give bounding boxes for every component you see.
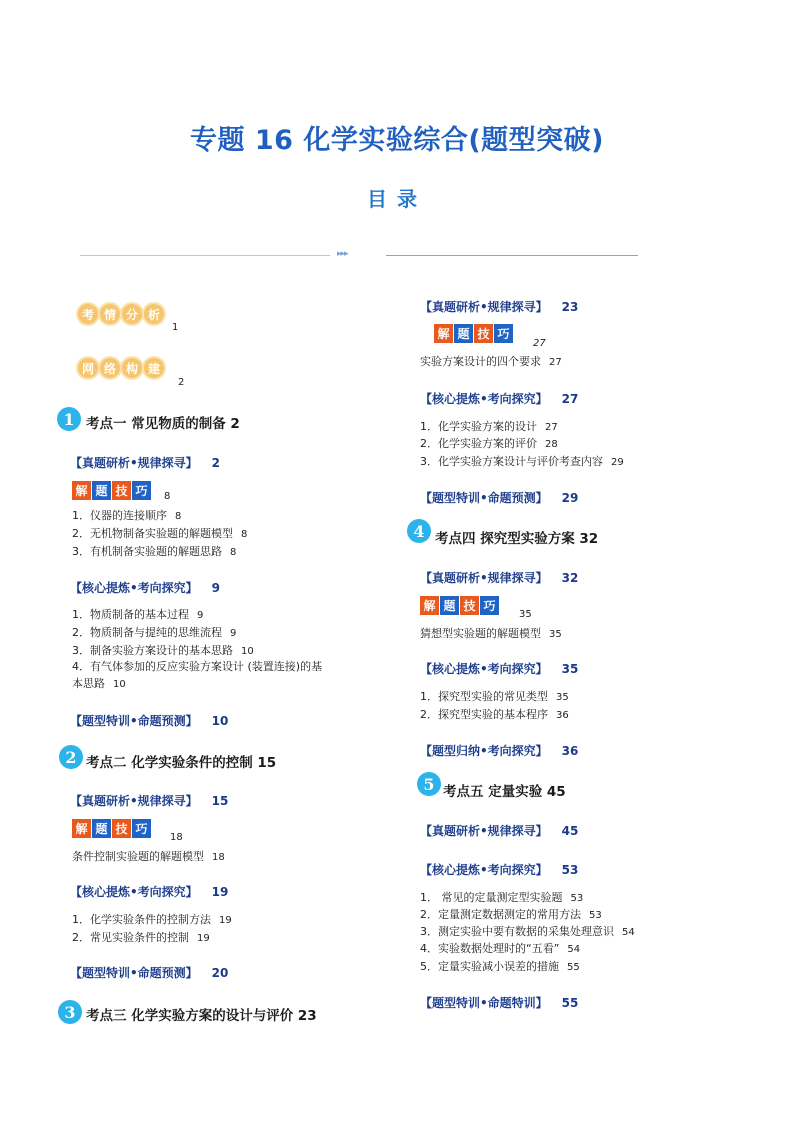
toc-item-link[interactable]: [72, 543, 236, 559]
section-label: 【题型特训•命题预测】: [420, 491, 548, 505]
jieti-page: 18: [170, 832, 183, 843]
divider-arrow-icon: ▸▸▸: [337, 249, 348, 259]
kaodian-page: 23: [297, 1008, 317, 1024]
item-text: 1．仪器的连接顺序: [72, 509, 167, 522]
toc-item-link[interactable]: [420, 353, 562, 369]
kaodian-number-icon: 5: [417, 772, 441, 796]
badge-char: 技: [112, 819, 131, 838]
kaodian-2-link[interactable]: [86, 751, 276, 771]
toc-heading: 目录: [367, 187, 427, 211]
toc-section-link[interactable]: [70, 579, 220, 596]
item-text: 3．测定实验中要有数据的采集处理意识: [420, 925, 614, 938]
section-label: 【题型特训•命题特训】: [420, 996, 548, 1010]
item-page: 35: [549, 629, 562, 640]
toc-item-link[interactable]: [420, 453, 624, 469]
section-page: 55: [561, 996, 579, 1010]
toc-item-link[interactable]: [420, 706, 569, 722]
item-text: 1．化学实验方案的设计: [420, 420, 537, 433]
toc-item-link[interactable]: [72, 658, 402, 693]
item-page: 29: [611, 457, 624, 468]
section-label: 【真题研析•规律探寻】: [420, 300, 548, 314]
badge-char: 析: [144, 304, 164, 324]
section-page: 10: [211, 714, 229, 728]
item-text: 2．化学实验方案的评价: [420, 437, 537, 450]
item-page: 28: [545, 439, 558, 450]
toc-item-link[interactable]: [420, 688, 569, 704]
item-text: 1．化学实验条件的控制方法: [72, 913, 211, 926]
item-page: 8: [175, 511, 182, 522]
kaodian-number-icon: 2: [59, 745, 83, 769]
toc-item-link[interactable]: [72, 911, 232, 927]
item-page: 19: [197, 933, 210, 944]
item-text: 3．有机制备实验题的解题思路: [72, 545, 222, 558]
item-page: 18: [212, 852, 225, 863]
item-page: 27: [549, 357, 562, 368]
item-page: 9: [230, 628, 237, 639]
toc-section-link[interactable]: [420, 298, 578, 315]
toc-section-link[interactable]: [420, 994, 578, 1011]
kaodian-4-link[interactable]: [435, 527, 598, 547]
item-page: 8: [241, 529, 248, 540]
kaodian-5-link[interactable]: [443, 780, 566, 800]
page-title: 专题 16 化学实验综合(题型突破): [189, 125, 605, 156]
item-page: 54: [622, 927, 635, 938]
badge-char: 题: [92, 481, 111, 500]
kaodian-page: 32: [579, 531, 599, 547]
section-page: 20: [211, 966, 229, 980]
kaodian-label: 考点三 化学实验方案的设计与评价: [86, 1008, 294, 1024]
section-label: 【核心提炼•考向探究】: [70, 885, 198, 899]
kaodian-label: 考点一 常见物质的制备: [86, 416, 226, 432]
badge-char: 技: [474, 324, 493, 343]
jieti-jiqiao-badge[interactable]: [420, 596, 499, 615]
item-page: 10: [113, 679, 126, 690]
toc-item-link[interactable]: [420, 923, 635, 939]
jieti-page: 8: [164, 491, 171, 502]
section-page: 19: [211, 885, 229, 899]
badge-char: 题: [440, 596, 459, 615]
item-page: 53: [589, 910, 602, 921]
item-text-line2: 本思路: [72, 677, 105, 690]
wangluo-goujian-badge[interactable]: [78, 358, 164, 378]
section-page: 32: [561, 571, 579, 585]
badge-char: 技: [460, 596, 479, 615]
toc-section-link[interactable]: [420, 822, 578, 839]
jieti-jiqiao-badge[interactable]: [434, 324, 513, 343]
item-text: 3．化学实验方案设计与评价考查内容: [420, 455, 603, 468]
section-label: 【真题研析•规律探寻】: [420, 824, 548, 838]
toc-section-link[interactable]: [70, 883, 228, 900]
badge-char: 巧: [480, 596, 499, 615]
toc-section-link[interactable]: [420, 390, 578, 407]
item-text: 2．探究型实验的基本程序: [420, 708, 548, 721]
section-label: 【真题研析•规律探寻】: [70, 794, 198, 808]
section-page: 35: [561, 662, 579, 676]
item-text: 5．定量实验减小误差的措施: [420, 960, 559, 973]
item-page: 54: [567, 944, 581, 955]
kaodian-number-icon: 3: [58, 1000, 82, 1024]
item-text: 条件控制实验题的解题模型: [72, 850, 204, 863]
wangluo-page: 2: [178, 377, 185, 388]
toc-item-link[interactable]: [420, 940, 580, 956]
item-page: 53: [570, 893, 584, 904]
item-text: 2．常见实验条件的控制: [72, 931, 189, 944]
toc-item-link[interactable]: [72, 525, 247, 541]
item-text-line1: 4．有气体参加的反应实验方案设计 (装置连接)的基: [72, 660, 323, 673]
toc-section-link[interactable]: [420, 861, 578, 878]
item-page: 55: [567, 962, 580, 973]
item-page: 8: [230, 547, 237, 558]
kaodian-number-icon: 4: [407, 519, 431, 543]
item-page: 35: [556, 692, 569, 703]
toc-section-link[interactable]: [70, 792, 228, 809]
toc-item-link[interactable]: [72, 507, 181, 523]
item-text: 1．物质制备的基本过程: [72, 608, 189, 621]
section-label: 【核心提炼•考向探究】: [420, 662, 548, 676]
badge-char: 络: [100, 358, 120, 378]
toc-item-link[interactable]: [72, 848, 225, 864]
kaodian-3-link[interactable]: [86, 1004, 317, 1024]
toc-section-link[interactable]: [420, 569, 578, 586]
toc-item-link[interactable]: [420, 889, 583, 905]
toc-item-link[interactable]: [420, 906, 602, 922]
toc-section-link[interactable]: [70, 712, 228, 729]
badge-char: 考: [78, 304, 98, 324]
toc-item-link[interactable]: [420, 418, 558, 434]
section-page: 2: [211, 456, 221, 470]
item-text: 2．物质制备与提纯的思维流程: [72, 626, 222, 639]
item-page: 9: [197, 610, 204, 621]
jieti-jiqiao-badge[interactable]: [72, 819, 151, 838]
badge-char: 解: [72, 481, 91, 500]
toc-section-link[interactable]: [420, 489, 578, 506]
item-page: 10: [241, 646, 254, 657]
item-page: 36: [556, 710, 569, 721]
badge-char: 巧: [494, 324, 513, 343]
kaodian-page: 2: [230, 416, 240, 432]
jieti-page: 27: [533, 338, 546, 349]
badge-char: 技: [112, 481, 131, 500]
badge-char: 巧: [132, 819, 151, 838]
jieti-jiqiao-badge[interactable]: [72, 481, 151, 500]
section-label: 【题型归纳•考向探究】: [420, 744, 548, 758]
section-page: 45: [561, 824, 579, 838]
item-text: 1．探究型实验的常见类型: [420, 690, 548, 703]
kaodian-number-icon: 1: [57, 407, 81, 431]
badge-char: 构: [122, 358, 142, 378]
badge-char: 解: [434, 324, 453, 343]
toc-section-link[interactable]: [70, 454, 220, 471]
toc-section-link[interactable]: [70, 964, 228, 981]
item-text: 3．制备实验方案设计的基本思路: [72, 644, 233, 657]
kaodian-label: 考点五 定量实验: [443, 784, 543, 800]
kaodian-page: 15: [257, 755, 277, 771]
jieti-page: 35: [519, 609, 532, 620]
badge-char: 解: [72, 819, 91, 838]
item-text: 实验方案设计的四个要求: [420, 355, 541, 368]
badge-char: 建: [144, 358, 164, 378]
item-text: 猜想型实验题的解题模型: [420, 627, 541, 640]
item-text: 4．实验数据处理时的“五看”: [420, 942, 560, 955]
kaodian-label: 考点四 探究型实验方案: [435, 531, 575, 547]
item-page: 27: [545, 422, 558, 433]
toc-item-link[interactable]: [72, 929, 210, 945]
badge-char: 分: [122, 304, 142, 324]
section-page: 29: [561, 491, 579, 505]
section-page: 9: [211, 581, 221, 595]
section-page: 15: [211, 794, 229, 808]
kaodian-label: 考点二 化学实验条件的控制: [86, 755, 253, 771]
toc-section-link[interactable]: [420, 660, 578, 677]
toc-item-link[interactable]: [72, 606, 203, 622]
divider-right: [386, 255, 638, 256]
section-label: 【题型特训•命题预测】: [70, 966, 198, 980]
section-page: 36: [561, 744, 579, 758]
section-label: 【真题研析•规律探寻】: [70, 456, 198, 470]
badge-char: 题: [454, 324, 473, 343]
section-page: 23: [561, 300, 579, 314]
item-text: 2．无机物制备实验题的解题模型: [72, 527, 233, 540]
kaodian-page: 45: [546, 784, 566, 800]
toc-item-link[interactable]: [72, 642, 254, 658]
kaoqing-fenxi-badge[interactable]: [78, 304, 164, 324]
kaodian-1-link[interactable]: [86, 412, 240, 432]
section-label: 【真题研析•规律探寻】: [420, 571, 548, 585]
kaoqing-page: 1: [172, 322, 179, 333]
badge-char: 巧: [132, 481, 151, 500]
toc-section-link[interactable]: [420, 742, 578, 759]
section-label: 【题型特训•命题预测】: [70, 714, 198, 728]
toc-item-link[interactable]: [72, 624, 236, 640]
item-text: 1． 常见的定量测定型实验题: [420, 891, 563, 904]
section-label: 【核心提炼•考向探究】: [420, 863, 548, 877]
item-page: 19: [219, 915, 232, 926]
section-page: 27: [561, 392, 579, 406]
badge-char: 情: [100, 304, 120, 324]
toc-item-link[interactable]: [420, 435, 558, 451]
section-label: 【核心提炼•考向探究】: [420, 392, 548, 406]
badge-char: 题: [92, 819, 111, 838]
badge-char: 网: [78, 358, 98, 378]
section-page: 53: [561, 863, 579, 877]
toc-item-link[interactable]: [420, 625, 562, 641]
item-text: 2．定量测定数据测定的常用方法: [420, 908, 581, 921]
section-label: 【核心提炼•考向探究】: [70, 581, 198, 595]
divider-left: [80, 255, 330, 256]
badge-char: 解: [420, 596, 439, 615]
toc-item-link[interactable]: [420, 958, 580, 974]
